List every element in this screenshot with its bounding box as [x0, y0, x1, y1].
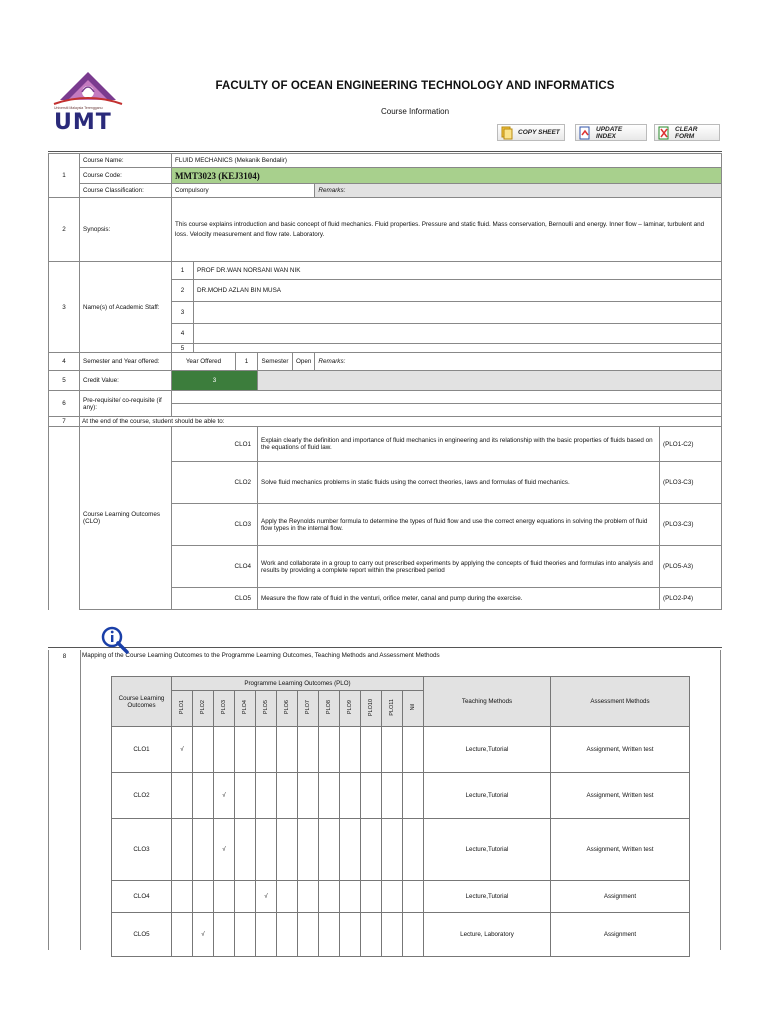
mapping-clo-id: CLO1: [112, 727, 172, 773]
semester-offered-label: Semester: [258, 353, 293, 371]
mapping-teaching[interactable]: Lecture,Tutorial: [424, 773, 551, 819]
staff-name-field[interactable]: DR.MOHD AZLAN BIN MUSA: [194, 280, 722, 302]
mapping-cell[interactable]: [298, 913, 319, 957]
mapping-tick[interactable]: √: [172, 727, 193, 773]
mapping-cell[interactable]: [340, 881, 361, 913]
mapping-header-row: [112, 677, 690, 691]
mapping-cell[interactable]: [214, 913, 235, 957]
top-rule: [48, 151, 722, 152]
mapping-cell[interactable]: [256, 819, 277, 881]
section-7-num: 7: [49, 417, 80, 427]
course-code-label: Course Code:: [80, 168, 172, 184]
copy-icon: [501, 126, 513, 140]
plo-header-11: [382, 691, 403, 727]
mapping-cell[interactable]: [256, 773, 277, 819]
mapping-cell[interactable]: [382, 773, 403, 819]
update-icon: [579, 126, 591, 140]
plo-header-6: [277, 691, 298, 727]
clo-id: CLO4: [172, 546, 258, 588]
mapping-cell[interactable]: [214, 881, 235, 913]
mapping-row: [112, 727, 690, 773]
mapping-clo-id: CLO5: [112, 913, 172, 957]
course-code-field[interactable]: MMT3023 (KEJ3104): [172, 168, 722, 184]
clear-form-button[interactable]: [654, 124, 720, 141]
clo-plo: (PLO5-A3): [660, 546, 722, 588]
plo-header-label: PLO1: [179, 700, 185, 715]
mapping-cell[interactable]: [319, 881, 340, 913]
plo-header-label: PLO10: [368, 698, 374, 717]
copy-sheet-button[interactable]: [497, 124, 565, 141]
plo-header-label: PLO3: [221, 700, 227, 715]
mapping-cell[interactable]: [361, 773, 382, 819]
clo-id: CLO2: [172, 462, 258, 504]
prereq-field-2[interactable]: [172, 404, 722, 417]
mapping-cell[interactable]: [403, 819, 424, 881]
clo-plo: (PLO3-C3): [660, 504, 722, 546]
plo-header-1: [172, 691, 193, 727]
mapping-cell[interactable]: [298, 773, 319, 819]
mapping-cell[interactable]: [340, 819, 361, 881]
col-teaching-header: Teaching Methods: [424, 677, 551, 727]
course-class-field[interactable]: Compulsory: [172, 184, 315, 198]
staff-name-field[interactable]: [194, 324, 722, 344]
row-synopsis: [49, 198, 722, 262]
plo-header-label: PLO8: [326, 700, 332, 715]
row-course-code: [49, 168, 722, 184]
mapping-body: [112, 727, 690, 957]
row-course-class: [49, 184, 722, 198]
credit-label: Credit Value:: [80, 371, 172, 391]
page-title: FACULTY OF OCEAN ENGINEERING TECHNOLOGY AND INFORMATICS: [215, 80, 615, 92]
row-staff-1: [49, 262, 722, 280]
clo-id: CLO5: [172, 588, 258, 610]
col-plo-header: Programme Learning Outcomes (PLO): [172, 677, 424, 691]
mapping-cell[interactable]: [361, 727, 382, 773]
mapping-cell[interactable]: [382, 913, 403, 957]
mapping-cell[interactable]: [235, 913, 256, 957]
plo-header-7: [298, 691, 319, 727]
mapping-clo-id: CLO4: [112, 881, 172, 913]
row-course-name: [49, 154, 722, 168]
mapping-cell[interactable]: [382, 819, 403, 881]
clo-intro: At the end of the course, student should be able to:: [80, 417, 722, 427]
mapping-cell[interactable]: [382, 727, 403, 773]
update-index-button[interactable]: [575, 124, 647, 141]
year-offered-label: Year Offered: [172, 353, 236, 371]
plo-header-10: [361, 691, 382, 727]
section-3-num: 3: [49, 262, 80, 353]
mapping-clo-id: CLO2: [112, 773, 172, 819]
clo-text[interactable]: Explain clearly the definition and importance of fluid mechanics in engineering and its relationship with the basic properties of fluids based on the equations of fluid law.: [258, 427, 660, 462]
section-1-num: 1: [49, 154, 80, 198]
year-offered-field[interactable]: 1: [236, 353, 258, 371]
staff-num: 3: [172, 302, 194, 324]
mapping-intro: Mapping of the Course Learning Outcomes to the Programme Learning Outcomes, Teaching Methods and Assessment Methods: [82, 652, 440, 659]
mapping-teaching[interactable]: Lecture,Tutorial: [424, 819, 551, 881]
mapping-teaching[interactable]: Lecture,Tutorial: [424, 727, 551, 773]
course-name-label: Course Name:: [80, 154, 172, 168]
plo-header-9: [340, 691, 361, 727]
semester-label: Semester and Year offered:: [80, 353, 172, 371]
clo-plo: (PLO2-P4): [660, 588, 722, 610]
mapping-assessment[interactable]: Assignment, Written test: [551, 819, 690, 881]
mapping-cell[interactable]: [403, 727, 424, 773]
mapping-row: [112, 773, 690, 819]
mapping-row: [112, 819, 690, 881]
mapping-tick[interactable]: √: [256, 881, 277, 913]
staff-name-field[interactable]: [194, 302, 722, 324]
semester-offered-field[interactable]: Open: [293, 353, 315, 371]
staff-name-field[interactable]: [194, 344, 722, 353]
mapping-cell[interactable]: [193, 727, 214, 773]
mapping-cell[interactable]: [361, 881, 382, 913]
mapping-cell[interactable]: [319, 773, 340, 819]
section-8-right-border: [720, 650, 721, 950]
mapping-cell[interactable]: [172, 773, 193, 819]
mapping-cell[interactable]: [193, 881, 214, 913]
plo-header-label: Nil: [410, 704, 416, 711]
staff-num: 1: [172, 262, 194, 280]
info-icon[interactable]: [100, 625, 130, 655]
section-6-num: 6: [49, 391, 80, 417]
mapping-assessment[interactable]: Assignment, Written test: [551, 727, 690, 773]
col-clo-header: Course Learning Outcomes: [112, 677, 172, 727]
mapping-cell[interactable]: [256, 727, 277, 773]
section-4-num: 4: [49, 353, 80, 371]
clo-text[interactable]: Work and collaborate in a group to carry out prescribed experiments by applying the concepts of fluid theories and formulas into analysis and results by providing a complete report within the prescribed period: [258, 546, 660, 588]
mapping-cell[interactable]: [340, 773, 361, 819]
plo-header-3: [214, 691, 235, 727]
plo-header-5: [256, 691, 277, 727]
mapping-tick[interactable]: √: [214, 773, 235, 819]
mapping-cell[interactable]: [193, 773, 214, 819]
clo-id: CLO1: [172, 427, 258, 462]
row-semester: [49, 353, 722, 371]
section-8-num: 8: [62, 653, 67, 660]
mapping-cell[interactable]: [256, 913, 277, 957]
mapping-cell[interactable]: [298, 727, 319, 773]
mapping-cell[interactable]: [214, 727, 235, 773]
plo-header-label: PLO5: [263, 700, 269, 715]
mapping-cell[interactable]: [319, 819, 340, 881]
row-prereq-1: [49, 391, 722, 404]
mapping-cell[interactable]: [340, 727, 361, 773]
plo-header-8: [319, 691, 340, 727]
mapping-cell[interactable]: [172, 819, 193, 881]
plo-header-label: PLO7: [305, 700, 311, 715]
clo-text[interactable]: Apply the Reynolds number formula to determine the types of fluid flow and use the correct energy equations in solving the problem of fluid flow types in the internal flow.: [258, 504, 660, 546]
plo-header-label: PLO2: [200, 700, 206, 715]
page-subtitle: Course Information: [380, 107, 450, 116]
section-5-num: 5: [49, 371, 80, 391]
mapping-assessment[interactable]: Assignment: [551, 913, 690, 957]
mapping-cell[interactable]: [172, 881, 193, 913]
mapping-cell[interactable]: [277, 913, 298, 957]
clear-icon: [658, 126, 670, 140]
mapping-row: [112, 881, 690, 913]
clo-num-blank: [49, 427, 80, 610]
mapping-cell[interactable]: [235, 727, 256, 773]
logo-text: UMT: [54, 110, 112, 135]
mapping-row: [112, 913, 690, 957]
plo-header-label: PLO9: [347, 700, 353, 715]
mapping-clo-id: CLO3: [112, 819, 172, 881]
section-8-num-col: [48, 650, 81, 950]
clo-plo: (PLO1-C2): [660, 427, 722, 462]
mapping-tick[interactable]: √: [193, 913, 214, 957]
mapping-cell[interactable]: [277, 727, 298, 773]
clo-label: Course Learning Outcomes (CLO): [80, 427, 172, 610]
mapping-cell[interactable]: [277, 819, 298, 881]
mapping-cell[interactable]: [298, 881, 319, 913]
staff-num: 2: [172, 280, 194, 302]
mapping-cell[interactable]: [403, 773, 424, 819]
prereq-field[interactable]: [172, 391, 722, 404]
plo-header-4: [235, 691, 256, 727]
mapping-teaching[interactable]: Lecture,Tutorial: [424, 881, 551, 913]
course-name-field[interactable]: FLUID MECHANICS (Mekanik Bendalir): [172, 154, 722, 168]
mapping-cell[interactable]: [277, 773, 298, 819]
plo-header-label: PLO4: [242, 700, 248, 715]
course-class-remarks[interactable]: Remarks:: [315, 184, 722, 198]
row-clo1: [49, 427, 722, 462]
plo-header-12: [403, 691, 424, 727]
mapping-cell[interactable]: [193, 819, 214, 881]
section-8-rule: [48, 647, 722, 648]
update-index-label: UPDATE INDEX: [596, 125, 623, 140]
staff-num: 5: [172, 344, 194, 353]
staff-num: 4: [172, 324, 194, 344]
mapping-cell[interactable]: [235, 773, 256, 819]
mapping-cell[interactable]: [172, 913, 193, 957]
synopsis-label: Synopsis:: [80, 198, 172, 262]
credit-blank: [258, 371, 722, 391]
course-info-table: [48, 153, 722, 610]
mapping-cell[interactable]: [319, 727, 340, 773]
row-clo-intro: [49, 417, 722, 427]
mapping-teaching[interactable]: Lecture, Laboratory: [424, 913, 551, 957]
plo-header-2: [193, 691, 214, 727]
row-credit: [49, 371, 722, 391]
credit-value-field[interactable]: 3: [172, 371, 258, 391]
mapping-cell[interactable]: [340, 913, 361, 957]
mapping-cell[interactable]: [382, 881, 403, 913]
mapping-cell[interactable]: [235, 881, 256, 913]
mapping-cell[interactable]: [235, 819, 256, 881]
prereq-label: Pre-requisite/ co-requisite (if any):: [80, 391, 172, 417]
course-class-label: Course Classification:: [80, 184, 172, 198]
plo-header-label: PLO11: [389, 699, 395, 716]
mapping-cell[interactable]: [403, 913, 424, 957]
mapping-assessment[interactable]: Assignment, Written test: [551, 773, 690, 819]
staff-label: Name(s) of Academic Staff:: [80, 262, 172, 353]
clo-plo: (PLO3-C3): [660, 462, 722, 504]
plo-mapping-table: [111, 676, 690, 957]
semester-remarks[interactable]: Remarks:: [315, 353, 722, 371]
clo-text[interactable]: Solve fluid mechanics problems in static fluids using the correct theories, laws and formulas of fluid mechanics.: [258, 462, 660, 504]
mapping-cell[interactable]: [361, 819, 382, 881]
copy-sheet-label: COPY SHEET: [518, 129, 560, 136]
mapping-cell[interactable]: [361, 913, 382, 957]
clo-id: CLO3: [172, 504, 258, 546]
mapping-cell[interactable]: [319, 913, 340, 957]
mapping-cell[interactable]: [298, 819, 319, 881]
plo-header-label: PLO6: [284, 700, 290, 715]
mapping-tick[interactable]: √: [214, 819, 235, 881]
logo-university-name: Universiti Malaysia Terengganu: [54, 106, 103, 110]
synopsis-field[interactable]: This course explains introduction and basic concept of fluid mechanics. Fluid properties. Pressure and static fluid. Mass conservation, Bernoulli and energy. Inner flow – laminar, turbulent and loss. Velocity measurement and flow rate. Laboratory.: [172, 198, 722, 262]
mapping-assessment[interactable]: Assignment: [551, 881, 690, 913]
mapping-cell[interactable]: [403, 881, 424, 913]
section-2-num: 2: [49, 198, 80, 262]
staff-name-field[interactable]: PROF DR.WAN NORSANI WAN NIK: [194, 262, 722, 280]
clear-form-label: CLEAR FORM: [675, 125, 698, 140]
col-assessment-header: Assessment Methods: [551, 677, 690, 727]
mapping-cell[interactable]: [277, 881, 298, 913]
clo-text[interactable]: Measure the flow rate of fluid in the venturi, orifice meter, canal and pump during the exercise.: [258, 588, 660, 610]
